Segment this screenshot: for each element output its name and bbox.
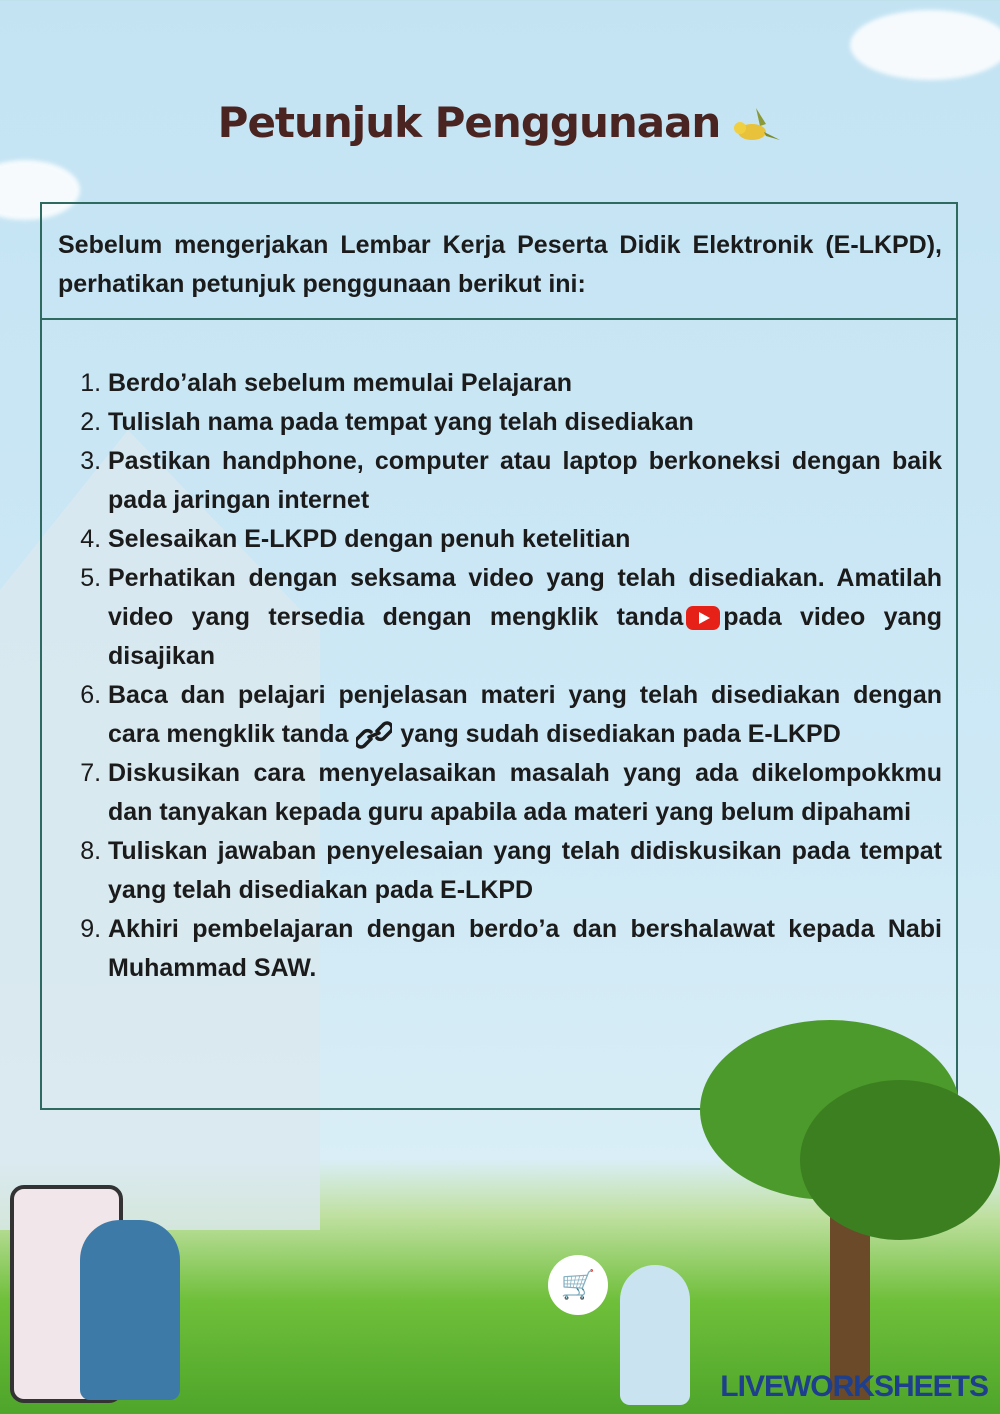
instructions-box	[40, 202, 958, 1110]
list-item: 1. Berdo’alah sebelum memulai Pelajaran	[108, 364, 942, 403]
instructions-list	[70, 364, 942, 988]
list-item: 2. Tulislah nama pada tempat yang telah disediakan	[108, 403, 942, 442]
cloud	[850, 10, 1000, 80]
link-icon[interactable]	[356, 720, 392, 750]
list-item: 5. Perhatikan dengan seksama video yang telah disediakan. Amatilah video yang tersedia dengan mengklik tanda pada video yang disajikan	[108, 559, 942, 676]
intro-text: Sebelum mengerjakan Lembar Kerja Peserta Didik Elektronik (E-LKPD), perhatikan petunjuk penggunaan berikut ini:	[42, 204, 956, 320]
cart-icon: 🛒	[548, 1255, 608, 1315]
tree-canopy	[800, 1080, 1000, 1240]
list-item: 6. Baca dan pelajari penjelasan materi yang telah disediakan dengan cara mengklik tanda yang sudah disediakan pada E-LKPD	[108, 676, 942, 754]
list-item: 7. Diskusikan cara menyelasaikan masalah yang ada dikelompokkmu dan tanyakan kepada guru apabila ada materi yang belum dipahami	[108, 754, 942, 832]
list-item: 8. Tuliskan jawaban penyelesaian yang telah didiskusikan pada tempat yang telah disediakan pada E-LKPD	[108, 832, 942, 910]
page-title: Petunjuk Penggunaan	[0, 98, 1000, 147]
list-item: 9. Akhiri pembelajaran dengan berdo’a dan bershalawat kepada Nabi Muhammad SAW.	[108, 910, 942, 988]
youtube-play-icon[interactable]	[686, 606, 720, 630]
girl-illustration	[620, 1265, 690, 1405]
shopper-illustration	[80, 1220, 180, 1400]
list-item: 3. Pastikan handphone, computer atau laptop berkoneksi dengan baik pada jaringan internet	[108, 442, 942, 520]
bird-icon	[726, 106, 782, 146]
liveworksheets-logo: LIVEWORKSHEETS	[720, 1370, 988, 1403]
list-item: 4. Selesaikan E-LKPD dengan penuh ketelitian	[108, 520, 942, 559]
